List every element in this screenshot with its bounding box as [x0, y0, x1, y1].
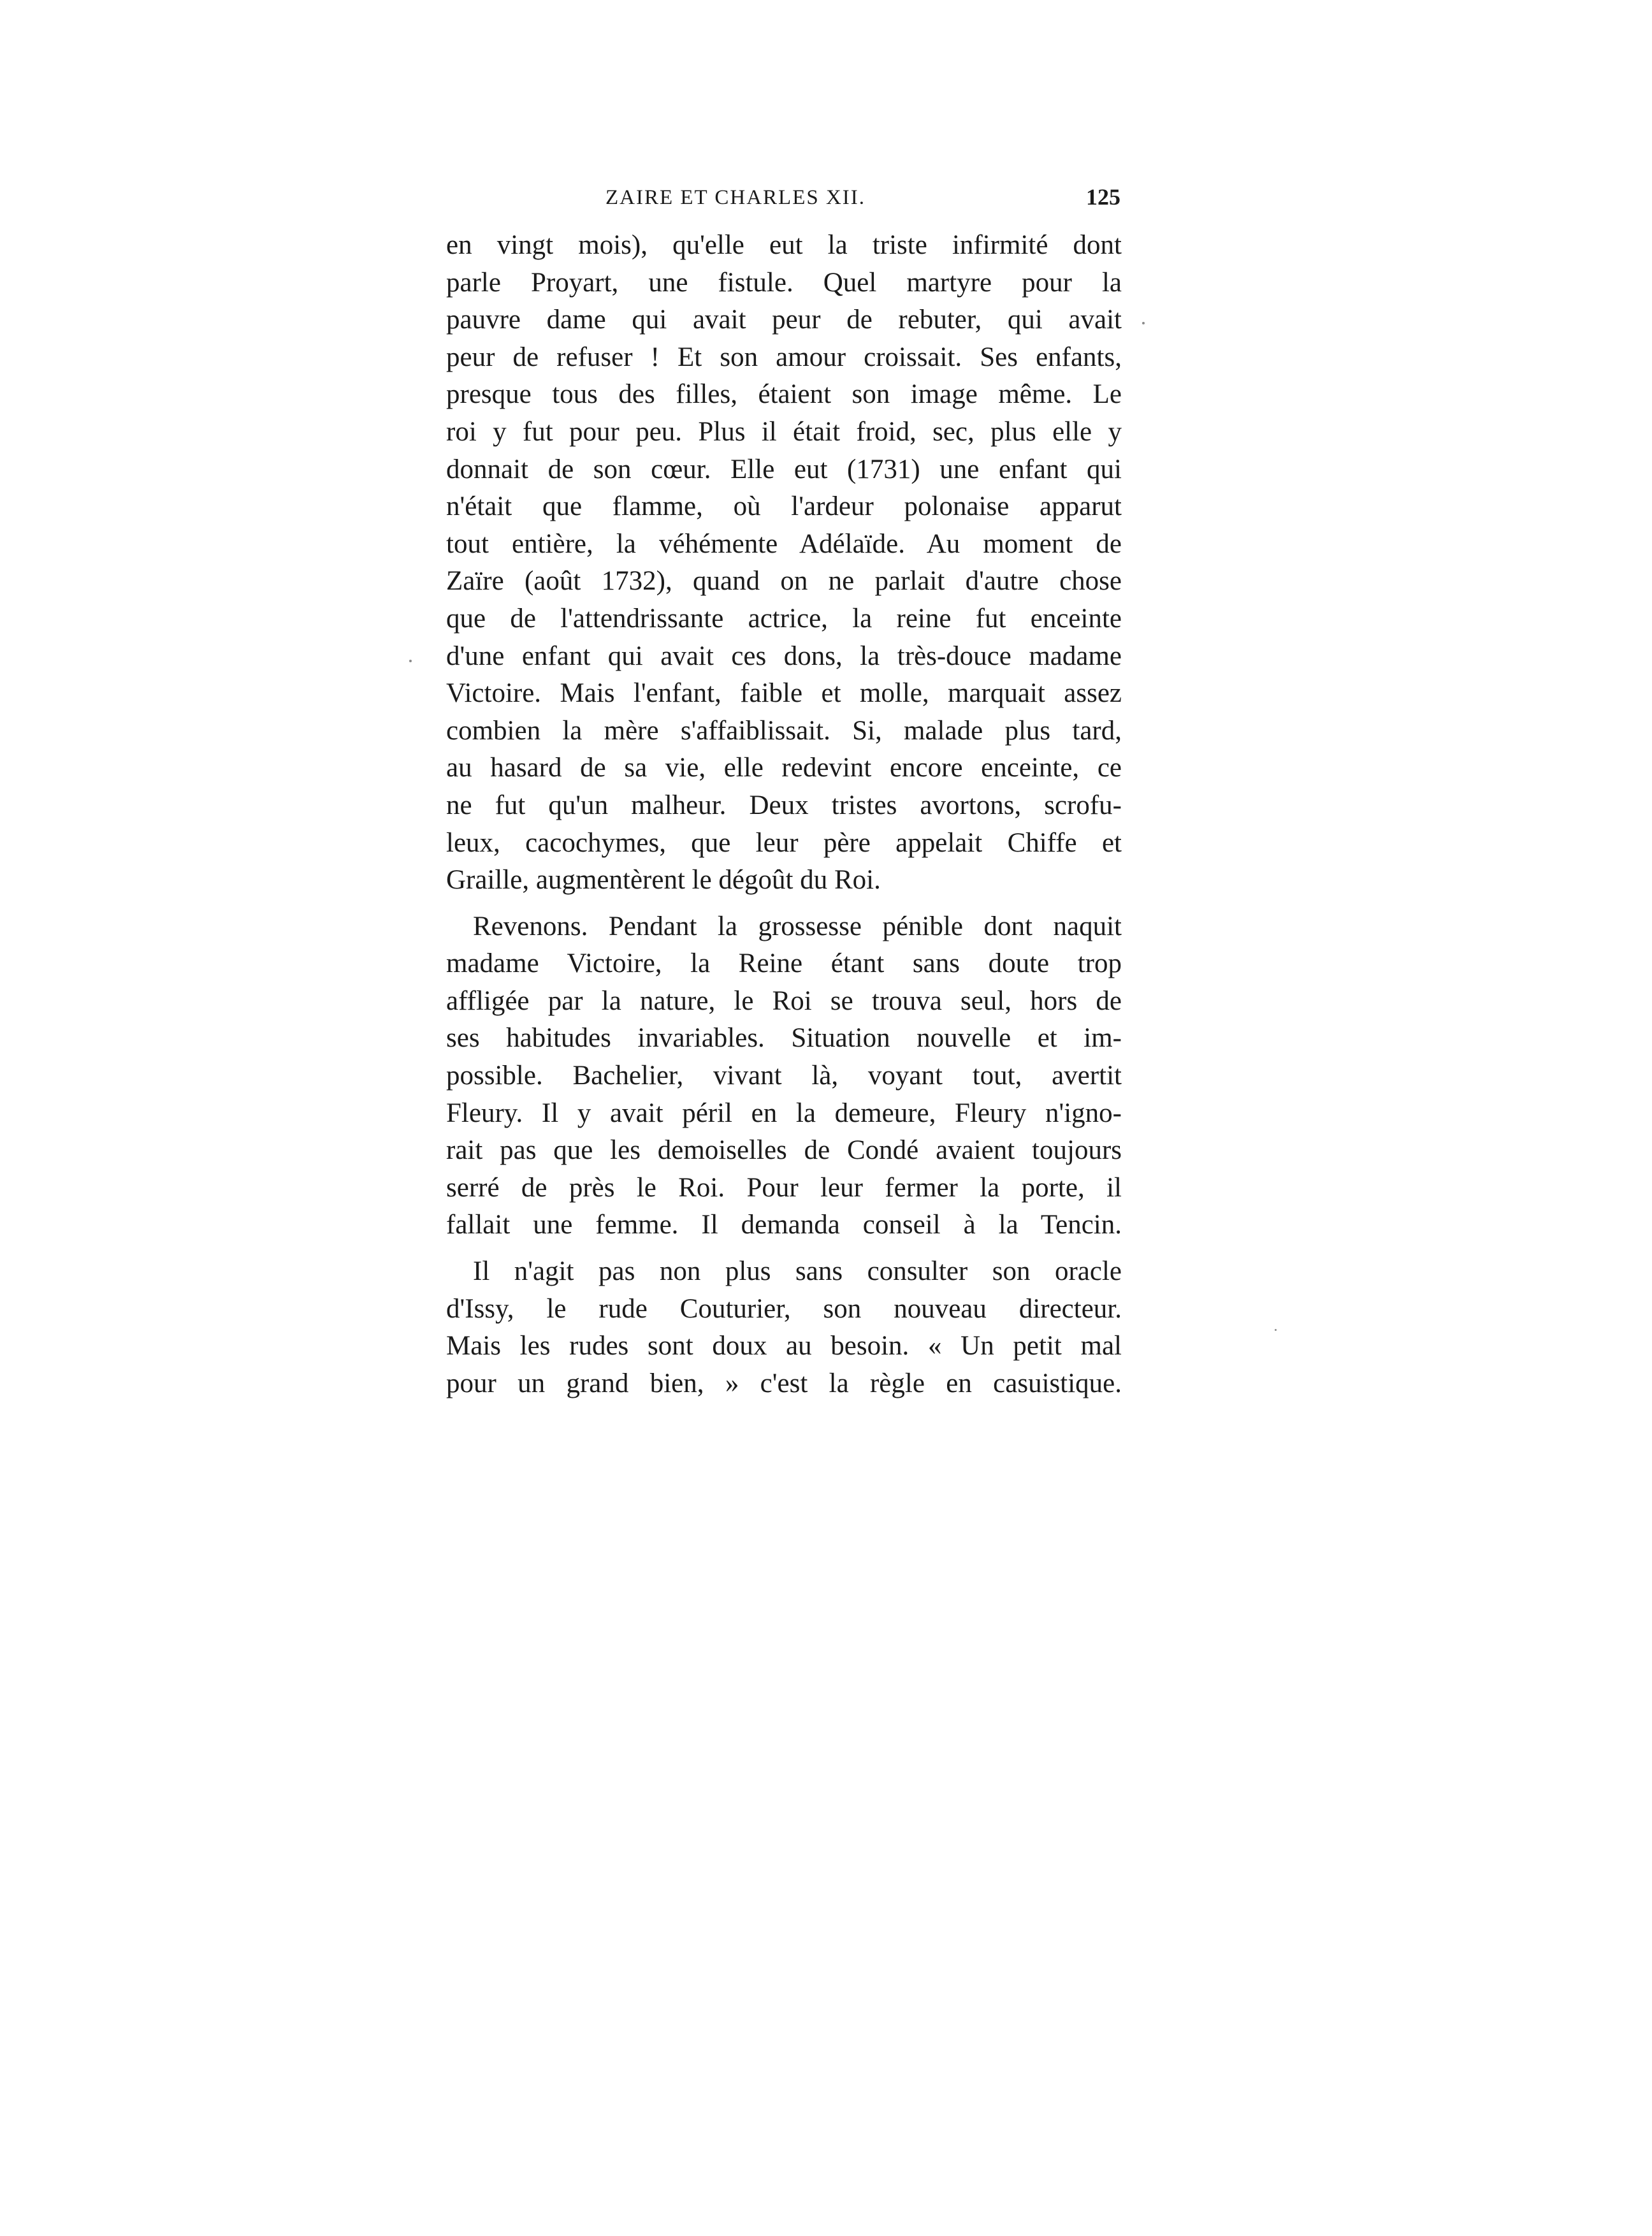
text-line: parle Proyart, une fistule. Quel martyre pour la	[446, 267, 1122, 298]
text-line: Graille, augmentèrent le dégoût du Roi.	[446, 865, 881, 896]
text-line: ses habitudes invariables. Situation nouvelle et im-	[446, 1023, 1122, 1054]
text-line: Mais les rudes sont doux au besoin. « Un petit mal	[446, 1331, 1122, 1361]
text-line: leux, cacochymes, que leur père appelait Chiffe et	[446, 827, 1122, 858]
text-line: presque tous des filles, étaient son image même. Le	[446, 379, 1122, 410]
text-line: roi y fut pour peu. Plus il était froid, sec, plus elle y	[446, 416, 1122, 447]
text-line: d'une enfant qui avait ces dons, la très-douce madame	[446, 641, 1122, 671]
text-line: ne fut qu'un malheur. Deux tristes avortons, scrofu-	[446, 790, 1122, 820]
text-line: Zaïre (août 1732), quand on ne parlait d'autre chose	[446, 566, 1122, 597]
text-line: n'était que flamme, où l'ardeur polonaise apparut	[446, 491, 1122, 522]
text-line: affligée par la nature, le Roi se trouva seul, hors de	[446, 985, 1122, 1016]
text-line: combien la mère s'affaiblissait. Si, malade plus tard,	[446, 715, 1122, 746]
scan-speck	[1142, 322, 1145, 324]
text-line: que de l'attendrissante actrice, la reine fut enceinte	[446, 603, 1122, 634]
text-line: peur de refuser ! Et son amour croissait. Ses enfants,	[446, 342, 1122, 372]
scan-speck	[1275, 1329, 1277, 1331]
running-title: ZAIRE ET CHARLES XII.	[605, 186, 866, 209]
text-line: madame Victoire, la Reine étant sans doute trop	[446, 948, 1122, 979]
text-line: donnait de son cœur. Elle eut (1731) une enfant qui	[446, 454, 1122, 484]
text-line: en vingt mois), qu'elle eut la triste infirmité dont	[446, 230, 1122, 260]
text-line: pour un grand bien, » c'est la règle en casuistique.	[446, 1368, 1122, 1398]
page-number: 125	[1086, 184, 1120, 210]
text-line: d'Issy, le rude Couturier, son nouveau directeur.	[446, 1293, 1122, 1324]
page-header	[446, 184, 1122, 222]
text-line: fallait une femme. Il demanda conseil à la Tencin.	[446, 1210, 1122, 1240]
paragraph	[446, 227, 1122, 899]
body-text	[446, 227, 1122, 1402]
text-line: Il n'agit pas non plus sans consulter son oracle	[473, 1256, 1122, 1287]
text-line: tout entière, la véhémente Adélaïde. Au moment de	[446, 528, 1122, 559]
paragraph	[446, 1253, 1122, 1402]
text-line: pauvre dame qui avait peur de rebuter, qui avait	[446, 305, 1122, 335]
text-line: serré de près le Roi. Pour leur fermer la porte, il	[446, 1172, 1122, 1203]
text-line: rait pas que les demoiselles de Condé avaient toujours	[446, 1135, 1122, 1166]
text-line: Victoire. Mais l'enfant, faible et molle, marquait assez	[446, 678, 1122, 709]
text-line: Fleury. Il y avait péril en la demeure, Fleury n'igno-	[446, 1098, 1122, 1128]
text-line: possible. Bachelier, vivant là, voyant tout, avertit	[446, 1061, 1122, 1091]
scan-speck	[409, 660, 412, 662]
text-line: au hasard de sa vie, elle redevint encore enceinte, ce	[446, 753, 1122, 783]
text-line: Revenons. Pendant la grossesse pénible dont naquit	[473, 911, 1122, 941]
paragraph	[446, 908, 1122, 1244]
